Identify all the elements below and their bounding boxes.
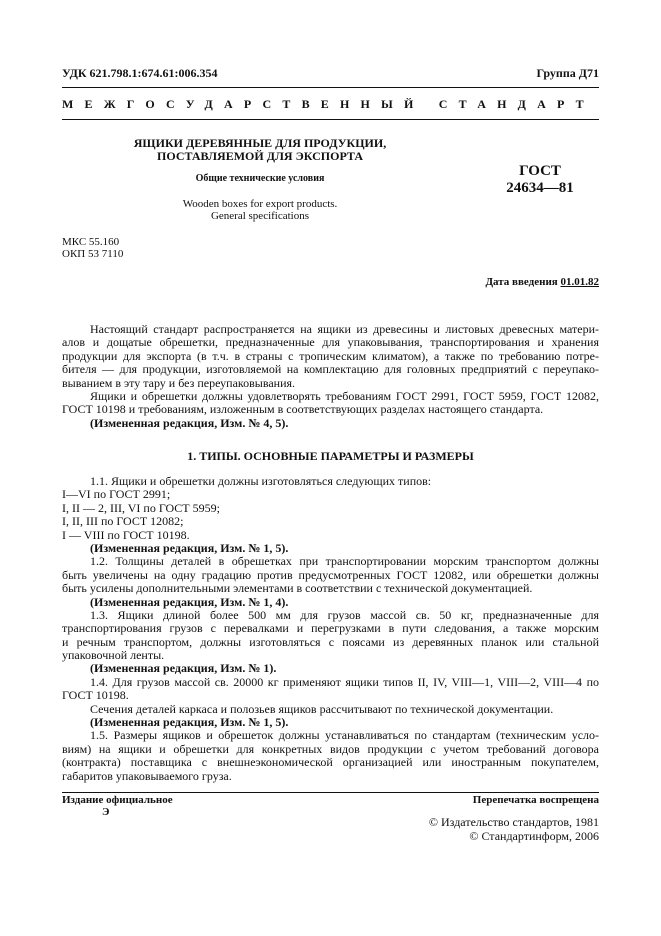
text-line: I — VIII по ГОСТ 10198. <box>62 528 190 542</box>
text-line: бителя — для продукции, изготовляемой на комплектацию для головных предприятий с переупако- <box>62 363 599 377</box>
amendment-note: (Измененная редакция, Изм. № 1, 5). <box>90 716 289 730</box>
okp-code: ОКП 53 7110 <box>62 248 124 260</box>
section-1-heading: 1. ТИПЫ. ОСНОВНЫЕ ПАРАМЕТРЫ И РАЗМЕРЫ <box>187 449 474 463</box>
text-line: ГОСТ 10198 и требованиям, изложенным в соответствующих разделах настоящего стандарта. <box>62 403 544 417</box>
official-edition: Издание официальное <box>62 794 173 806</box>
text-line: Настоящий стандарт распространяется на ящики из древесины и листовых древесных матери- <box>90 323 599 336</box>
text-line: быть усилены дополнительными элементами в соответствии с технической документацией. <box>62 582 533 596</box>
introduction-date <box>485 276 599 288</box>
edition-mark: Э <box>102 806 110 818</box>
copyright-2006: © Стандартинформ, 2006 <box>469 829 599 843</box>
section-1-text <box>62 475 599 783</box>
text-line: Сечения деталей каркаса и полозьев ящиков рассчитывают по технической документации. <box>90 702 554 716</box>
text-line: и речным транспортом, должны изготовляться с поясами из деревянных планок или стальной <box>62 635 599 649</box>
text-line: быть увеличены на одну градацию против предусмотренных ГОСТ 12082, или обрешетки должны <box>62 568 599 582</box>
copyright-1981: © Издательство стандартов, 1981 <box>428 815 599 829</box>
text-line: продукции для экспорта (в т.ч. в страны с тропическим климатом), а также по требованию потре- <box>62 349 599 363</box>
amendment-note: (Измененная редакция, Изм. № 1). <box>90 662 277 676</box>
text-line: Ящики и обрешетки должны удовлетворять требованиям ГОСТ 2991, ГОСТ 5959, ГОСТ 12082, <box>90 389 599 403</box>
text-line: (контракта) поставщика с внешнеэкономической организацией или иностранным покупателем, <box>62 756 599 770</box>
amendment-note: (Измененная редакция, Изм. № 1, 5). <box>90 541 289 555</box>
amendment-note: (Измененная редакция, Изм. № 1, 4). <box>90 595 289 609</box>
text-line: 1.4. Для грузов массой св. 20000 кг применяют ящики типов II, IV, VIII—1, VIII—2, VIII—4 по <box>90 675 599 689</box>
text-line: I—VI по ГОСТ 2991; <box>62 488 171 502</box>
standard-banner: МЕЖГОСУДАРСТВЕННЫЙ СТАНДАРТ <box>62 97 595 111</box>
english-title-line-2: General specifications <box>210 210 310 222</box>
title-line-2: ПОСТАВЛЯЕМОЙ ДЛЯ ЭКСПОРТА <box>157 149 363 163</box>
intro-text <box>62 323 599 430</box>
text-line: упаковочной ленты. <box>62 649 165 663</box>
text-line: 1.3. Ящики длиной более 500 мм для грузов массой св. 50 кг, предназначенные для <box>90 608 599 622</box>
text-line: ГОСТ 10198. <box>62 689 129 703</box>
text-line: I, II, III по ГОСТ 12082; <box>62 515 184 529</box>
introduction-date-label: Дата введения <box>485 276 558 288</box>
mks-code: МКС 55.160 <box>62 236 120 248</box>
text-line: I, II — 2, III, VI по ГОСТ 5959; <box>62 501 220 515</box>
udk-code: УДК 621.798.1:674.61:006.354 <box>62 66 218 80</box>
footer-rule <box>62 792 599 793</box>
gost-number: 24634—81 <box>506 180 574 196</box>
text-line: транспортирования грузов с перевалками и перегрузками в пути следования, а также морским <box>62 622 599 636</box>
text-line: алов и дощатые обрешетки, предназначенные для упаковывания, транспортирования и хранения <box>62 336 599 350</box>
text-line: габаритов упаковываемого груза. <box>62 769 232 783</box>
subtitle: Общие технические условия <box>195 173 325 184</box>
text-line: 1.1. Ящики и обрешетки должны изготовляться следующих типов: <box>90 475 432 488</box>
text-line: 1.5. Размеры ящиков и обрешеток должны устанавливаться по стандартам (техническим усло- <box>90 729 599 743</box>
title-line-1: ЯЩИКИ ДЕРЕВЯННЫЕ ДЛЯ ПРОДУКЦИИ, <box>133 136 387 150</box>
text-line: 1.2. Толщины деталей в обрешетках при транспортировании морским транспортом должны <box>90 555 599 569</box>
text-line: виям) на ящики и обрешетки для конкретных видов продукции с учетом требований договора <box>62 742 599 756</box>
top-rule <box>62 87 599 88</box>
banner-rule <box>62 119 599 120</box>
introduction-date-value: 01.01.82 <box>560 276 599 288</box>
group-code: Группа Д71 <box>536 66 599 80</box>
reprint-notice: Перепечатка воспрещена <box>472 794 599 806</box>
text-line: выванием в эту тару и без переупаковывания. <box>62 376 296 390</box>
amendment-note: (Измененная редакция, Изм. № 4, 5). <box>90 416 289 430</box>
english-title-line-1: Wooden boxes for export products. <box>182 198 338 210</box>
gost-label: ГОСТ <box>519 163 561 179</box>
